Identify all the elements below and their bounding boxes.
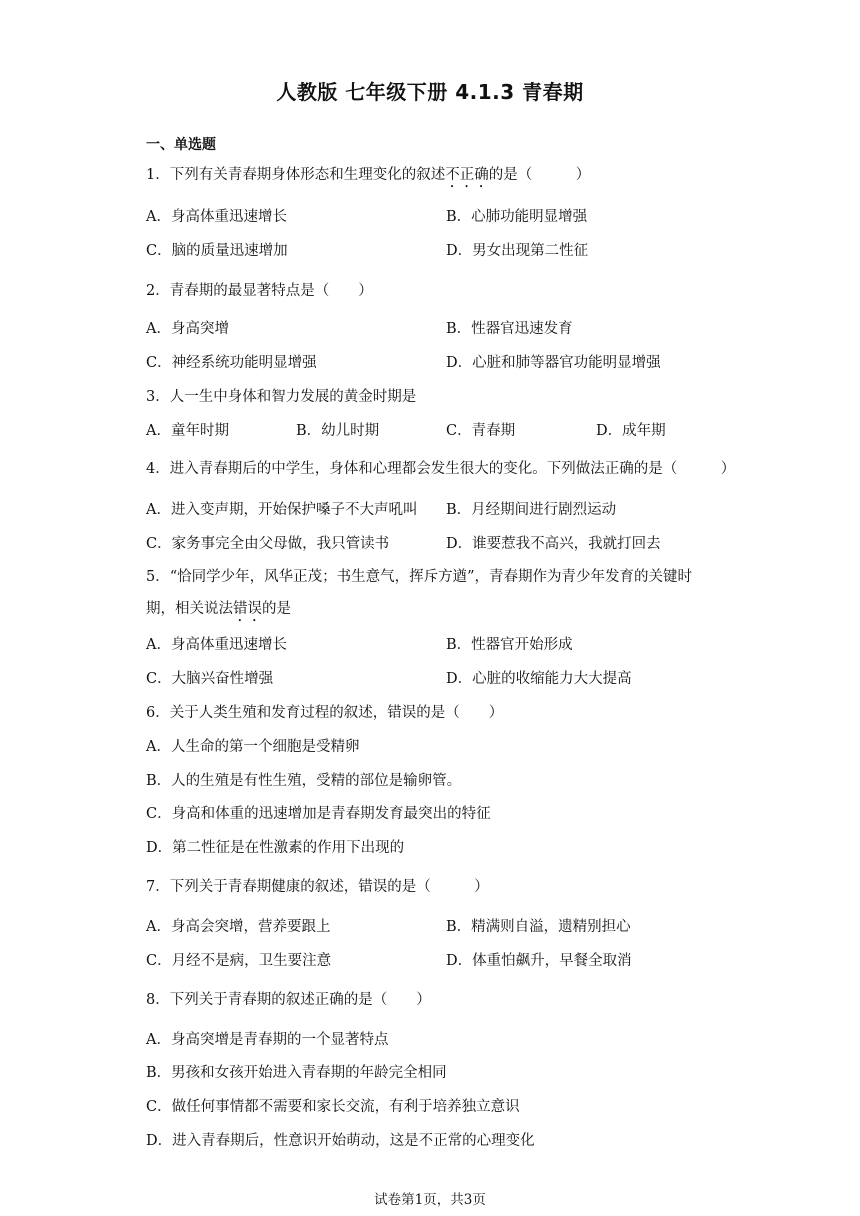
option: C．做任何事情都不需要和家长交流，有利于培养独立意识 [146,1099,520,1115]
option: D．谁要惹我不高兴，我就打回去 [446,536,661,552]
option: A．身高突增 [146,321,229,337]
option: D．心脏的收缩能力大大提高 [446,671,632,687]
option: C．家务事完全由父母做，我只管读书 [146,536,390,552]
page-title: 人教版 七年级下册 4.1.3 青春期 [276,80,584,104]
option: A．进入变声期，开始保护嗓子不大声吼叫 [146,502,418,518]
page-footer: 试卷第1页，共3页 [374,1192,486,1208]
question-5-stem-line2: 期，相关说法错误的是 [146,601,291,617]
question-5-stem-line1: 5．“恰同学少年，风华正茂；书生意气，挥斥方遒”，青春期作为青少年发育的关键时 [146,569,693,585]
option: B．性器官迅速发育 [446,321,573,337]
question-8-stem: 8．下列关于青春期的叙述正确的是（ ） [146,992,431,1008]
option: D．体重怕飙升，早餐全取消 [446,953,632,969]
option: D．进入青春期后，性意识开始萌动，这是不正常的心理变化 [146,1133,535,1149]
option: D．成年期 [596,423,666,439]
question-2-stem: 2．青春期的最显著特点是（ ） [146,283,373,299]
option: C．身高和体重的迅速增加是青春期发育最突出的特征 [146,806,491,822]
option: D．男女出现第二性征 [446,243,589,259]
option: A．童年时期 [146,423,229,439]
option: A．人生命的第一个细胞是受精卵 [146,739,360,755]
option: C．神经系统功能明显增强 [146,355,317,371]
option: A．身高突增是青春期的一个显著特点 [146,1032,389,1048]
option: B．人的生殖是有性生殖，受精的部位是输卵管。 [146,773,462,789]
question-7-stem: 7．下列关于青春期健康的叙述，错误的是（ ） [146,879,489,895]
option: C．月经不是病，卫生要注意 [146,953,332,969]
option: B．性器官开始形成 [446,637,573,653]
section-heading: 一、单选题 [146,137,216,153]
option: A．身高体重迅速增长 [146,209,287,225]
option: C．青春期 [446,423,516,439]
question-1-stem: 1．下列有关青春期身体形态和生理变化的叙述不正确的是（ ） [146,167,591,183]
question-4-stem: 4．进入青春期后的中学生，身体和心理都会发生很大的变化。下列做法正确的是（ ） [146,461,736,477]
question-6-stem: 6．关于人类生殖和发育过程的叙述，错误的是（ ） [146,705,504,721]
option: B．精满则自溢，遗精别担心 [446,919,631,935]
option: B．男孩和女孩开始进入青春期的年龄完全相同 [146,1065,447,1081]
option: A．身高体重迅速增长 [146,637,287,653]
option: D．心脏和肺等器官功能明显增强 [446,355,661,371]
option: D．第二性征是在性激素的作用下出现的 [146,840,405,856]
option: A．身高会突增，营养要跟上 [146,919,331,935]
option: C．大脑兴奋性增强 [146,671,274,687]
option: C．脑的质量迅速增加 [146,243,288,259]
option: B．幼儿时期 [296,423,380,439]
option: B．月经期间进行剧烈运动 [446,502,617,518]
option: B．心肺功能明显增强 [446,209,588,225]
question-3-stem: 3．人一生中身体和智力发展的黄金时期是 [146,389,417,405]
